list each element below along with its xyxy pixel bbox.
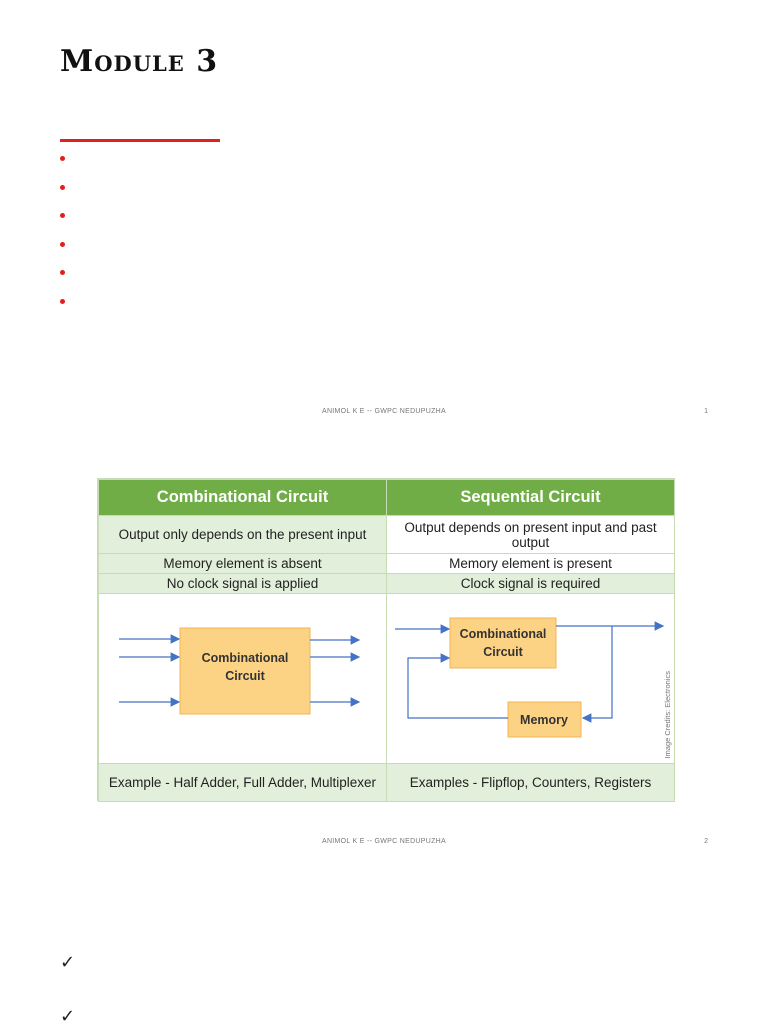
module-title: Module 3 bbox=[60, 44, 219, 79]
memory-label: Memory bbox=[520, 713, 568, 727]
table-cell: Example - Half Adder, Full Adder, Multiplexer bbox=[99, 764, 387, 802]
table-cell: Memory element is present bbox=[387, 554, 675, 574]
table-cell: Output depends on present input and past output bbox=[387, 516, 675, 554]
table-cell: Memory element is absent bbox=[99, 554, 387, 574]
block-label: Circuit bbox=[483, 645, 523, 659]
bullet-icon bbox=[60, 185, 65, 190]
table-cell: Clock signal is required bbox=[387, 574, 675, 594]
header-combinational: Combinational Circuit bbox=[99, 480, 387, 516]
image-credit: Image Credits: Electronics bbox=[663, 671, 672, 759]
combinational-block bbox=[450, 618, 556, 668]
block-label: Combinational bbox=[459, 627, 547, 641]
title-underline bbox=[60, 139, 220, 142]
slide-3 bbox=[0, 860, 768, 1027]
slide-1 bbox=[0, 0, 768, 430]
slide-2 bbox=[0, 430, 768, 860]
checkmark-icon: ✓ bbox=[60, 1006, 76, 1027]
checkmark-icon: ✓ bbox=[60, 952, 76, 973]
bullet-icon bbox=[60, 299, 65, 304]
bullet-icon bbox=[60, 270, 65, 275]
combinational-diagram-cell bbox=[99, 594, 387, 764]
sequential-diagram bbox=[387, 594, 674, 760]
block-label: Circuit bbox=[225, 669, 265, 683]
sequential-diagram-cell bbox=[387, 594, 675, 764]
footer-text: ANIMOL K E -- GWPC NEDUPUZHA bbox=[321, 838, 447, 845]
table-cell: No clock signal is applied bbox=[99, 574, 387, 594]
page-number: 2 bbox=[704, 838, 708, 845]
header-sequential: Sequential Circuit bbox=[387, 480, 675, 516]
block-label: Combinational bbox=[201, 651, 289, 665]
combinational-diagram bbox=[99, 594, 386, 760]
comparison-table bbox=[97, 478, 675, 801]
bullet-icon bbox=[60, 213, 65, 218]
table-cell: Examples - Flipflop, Counters, Registers bbox=[387, 764, 675, 802]
page-number: 1 bbox=[704, 408, 708, 415]
table-cell: Output only depends on the present input bbox=[99, 516, 387, 554]
bullet-icon bbox=[60, 242, 65, 247]
footer-text: ANIMOL K E -- GWPC NEDUPUZHA bbox=[321, 408, 447, 415]
feedback-arrow bbox=[583, 626, 612, 718]
bullet-icon bbox=[60, 156, 65, 161]
